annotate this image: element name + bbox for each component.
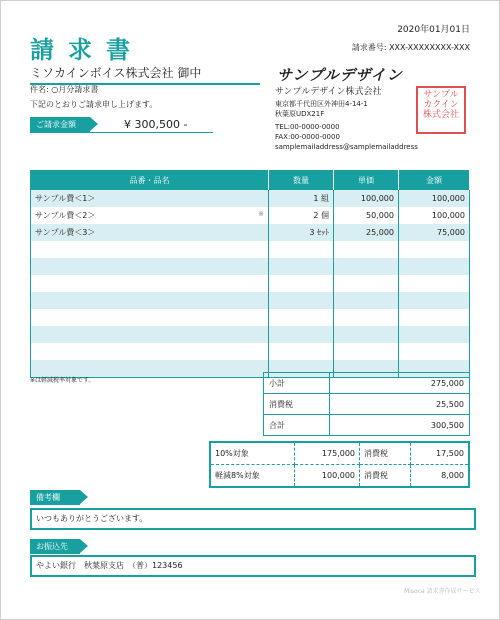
col-name: 品番・品名 [31, 171, 269, 191]
table-row [31, 241, 470, 258]
greeting-note: 下記のとおりご請求申し上げます。 [30, 100, 158, 109]
tax-breakdown-table [209, 441, 470, 488]
company-contact [275, 122, 418, 152]
items-table [30, 170, 470, 378]
memo-text: いつもありがとうございます。 [30, 508, 476, 530]
company-logo: サンプルデザイン [277, 66, 403, 84]
recipient: ミソカインボイス株式会社 御中 [30, 64, 260, 85]
company-seal: サンプル カクイン 株式会社 [416, 86, 466, 134]
amount-value: ¥ 300,500 - [124, 118, 188, 131]
service-brand: Misoca 請求書作成サービス [404, 588, 481, 595]
table-row [31, 309, 470, 326]
col-amount: 金額 [399, 171, 470, 191]
col-qty: 数量 [269, 171, 334, 191]
tax-10-row: 10%対象 175,000 消費税 17,500 [210, 442, 469, 465]
fax: FAX:00-0000-0000 [275, 133, 340, 141]
col-price: 単価 [334, 171, 399, 191]
total-row: 合計 300,500 [264, 415, 470, 436]
page-title: 請求書 [30, 36, 144, 64]
bank-text: やよい銀行 秋葉原支店 （普）123456 [30, 555, 476, 577]
invoice-number: 請求番号: XXX-XXXXXXXX-XXX [351, 43, 470, 52]
table-row: サンプル費＜2＞ ※ 2 個 50,000 100,000 [31, 207, 470, 224]
memo-label: 備考欄 [30, 490, 80, 505]
subject: 件名: ○月分請求書 [30, 85, 99, 94]
table-row [31, 292, 470, 309]
subtotal-row: 小計 275,000 [264, 373, 470, 394]
tax-8-row: 軽減8%対象 100,000 消費税 8,000 [210, 465, 469, 488]
table-row: サンプル費＜3＞ 3 ｾｯﾄ 25,000 75,000 [31, 224, 470, 241]
bank-label: お振込先 [30, 539, 80, 554]
footnote: ※は軽減税率対象です。 [30, 377, 95, 384]
table-row [31, 275, 470, 292]
company-address: 東京都千代田区外神田4-14-1 秋葉原UDX21F [275, 100, 368, 118]
amount-label: ご請求金額 [30, 117, 90, 132]
table-row [31, 258, 470, 275]
issue-date: 2020年01月01日 [397, 25, 470, 35]
summary-table [263, 372, 470, 436]
tax-row: 消費税 25,500 [264, 394, 470, 415]
tel: TEL:00-0000-0000 [275, 123, 340, 131]
company-name: サンプルデザイン株式会社 [275, 87, 382, 97]
table-row [31, 343, 470, 360]
table-row [31, 326, 470, 343]
email: samplemailaddress@samplemailaddress [275, 143, 418, 151]
table-row: サンプル費＜1＞ 1 組 100,000 100,000 [31, 190, 470, 207]
